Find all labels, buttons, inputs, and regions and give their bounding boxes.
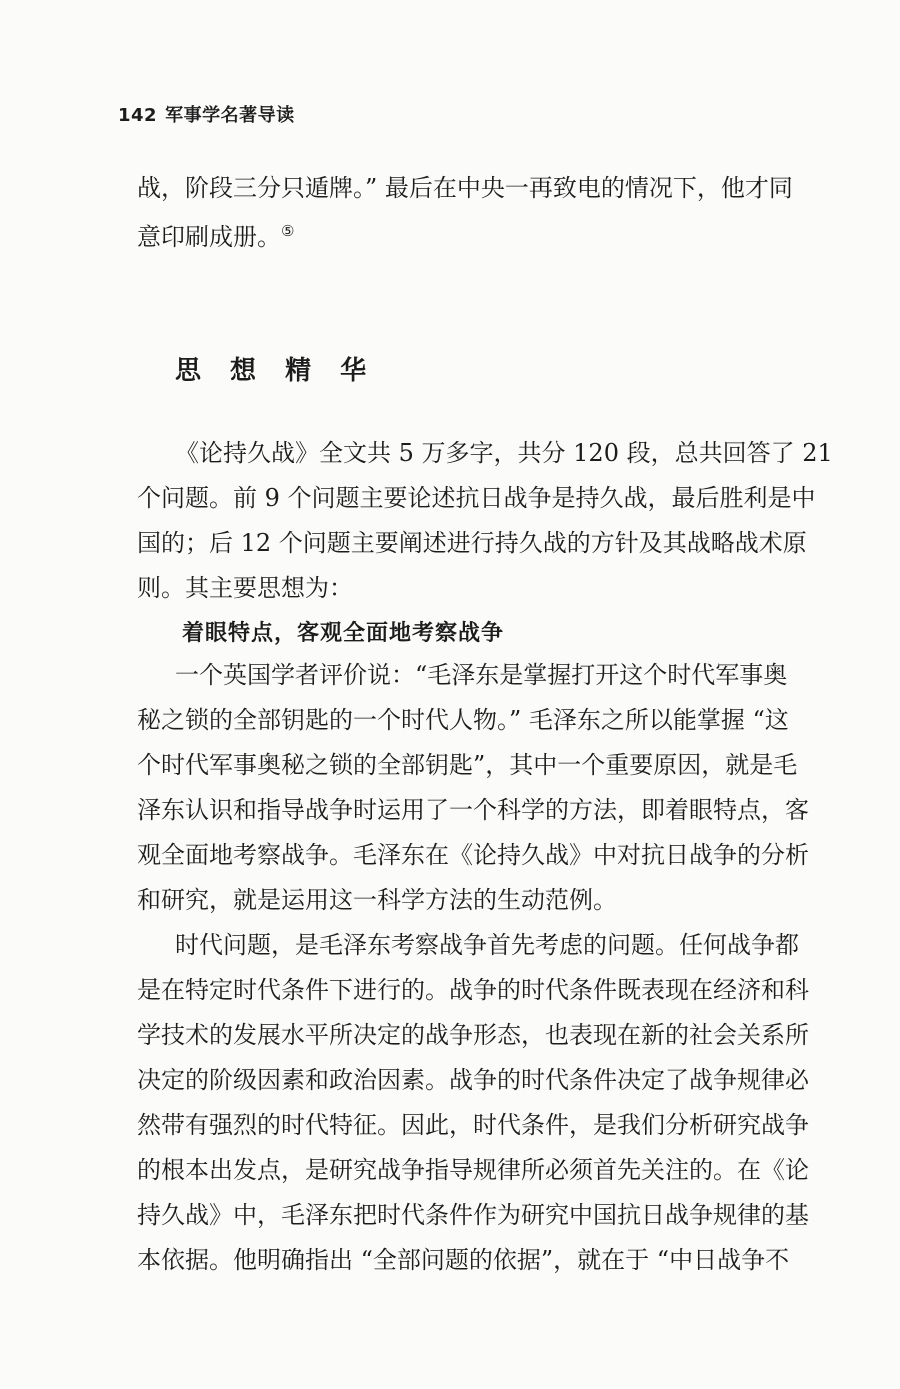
- subheading: 着眼特点，客观全面地考察战争: [182, 620, 505, 646]
- footnote-marker: ⑤: [281, 222, 295, 240]
- text-line: 决定的阶级因素和政治因素。战争的时代条件决定了战争规律必: [137, 1066, 809, 1094]
- text-line: 学技术的发展水平所决定的战争形态，也表现在新的社会关系所: [137, 1021, 809, 1049]
- text-line: 国的；后 12 个问题主要阐述进行持久战的方针及其战略战术原: [137, 529, 807, 557]
- text-line: 泽东认识和指导战争时运用了一个科学的方法，即着眼特点，客: [137, 796, 809, 824]
- text-line: 意印刷成册。: [137, 223, 281, 251]
- text-line: 《论持久战》全文共 5 万多字，共分 120 段，总共回答了 21: [175, 439, 833, 467]
- text-line: 一个英国学者评价说：“毛泽东是掌握打开这个时代军事奥: [175, 661, 788, 689]
- text-line: 则。其主要思想为：: [137, 574, 353, 602]
- text-line: 秘之锁的全部钥匙的一个时代人物。” 毛泽东之所以能掌握 “这: [137, 706, 789, 734]
- text-line: 个问题。前 9 个问题主要论述抗日战争是持久战，最后胜利是中: [137, 484, 816, 512]
- text-line: 个时代军事奥秘之锁的全部钥匙”，其中一个重要原因，就是毛: [137, 751, 798, 779]
- text-line: 战，阶段三分只遁牌。” 最后在中央一再致电的情况下，他才同: [137, 174, 793, 202]
- book-title: 军事学名著导读: [165, 105, 295, 126]
- text-line: 然带有强烈的时代特征。因此，时代条件，是我们分析研究战争: [137, 1111, 809, 1139]
- page-number: 142: [118, 105, 158, 126]
- text-line: 观全面地考察战争。毛泽东在《论持久战》中对抗日战争的分析: [137, 841, 809, 869]
- running-header: [118, 101, 295, 127]
- text-line: 时代问题，是毛泽东考察战争首先考虑的问题。任何战争都: [175, 931, 799, 959]
- text-line: 的根本出发点，是研究战争指导规律所必须首先关注的。在《论: [137, 1156, 809, 1184]
- text-line-with-footnote: [137, 222, 763, 252]
- text-line: 是在特定时代条件下进行的。战争的时代条件既表现在经济和科: [137, 976, 809, 1004]
- text-line: 和研究，就是运用这一科学方法的生动范例。: [137, 886, 617, 914]
- section-title: 思 想 精 华: [175, 356, 377, 386]
- text-line: 本依据。他明确指出 “全部问题的依据”，就在于 “中日战争不: [137, 1246, 790, 1274]
- text-line: 持久战》中，毛泽东把时代条件作为研究中国抗日战争规律的基: [137, 1201, 809, 1229]
